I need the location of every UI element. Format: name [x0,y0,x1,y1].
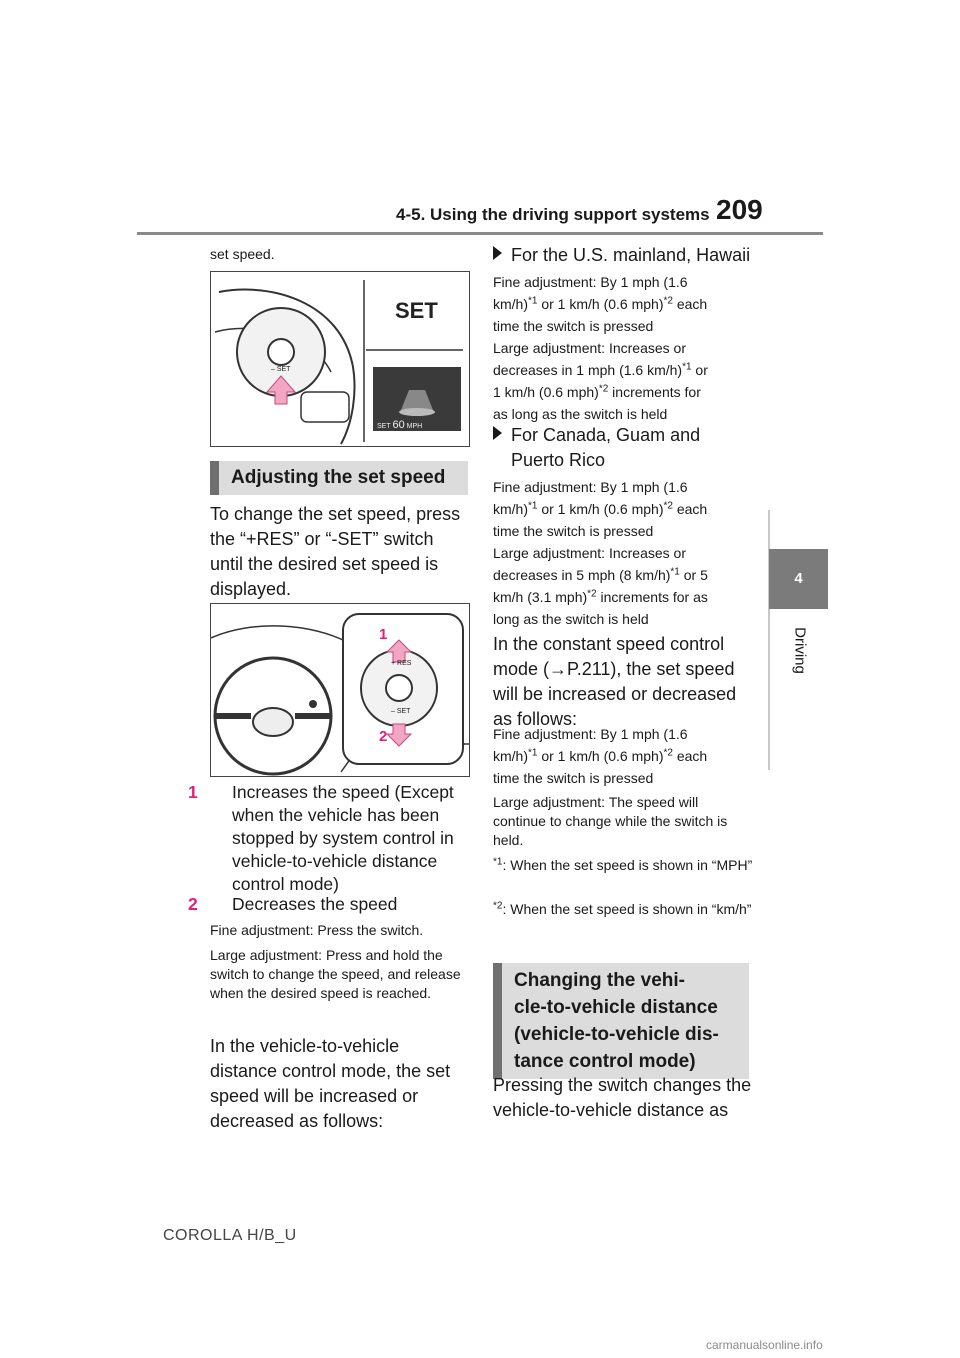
steering-wheel-figure [210,603,470,777]
canada-adjustment-text: Fine adjustment: By 1 mph (1.6 km/h)$^{*1}$ or 1 km/h (0.6 mph)$^{*2}$ each time the switch is pressed Large adjustment: Increases or decreases in 5 mph (8 km/h)$^{*1}$ or 5 km/h (3.1 mph)$^{*2}$ increments for as long as the switch is held [493,479,708,627]
speed-unit: MPH [406,423,423,430]
footnote-1: $^{*1}$: When the set speed is shown in “MPH” [493,856,753,873]
set-switch-label: – SET [391,708,411,715]
list-item [188,781,490,896]
res-switch-label: + RES [391,660,412,667]
bullet-arrow-icon [493,246,502,260]
set-switch-figure [210,271,470,447]
speed-mode-label: SET [377,423,391,430]
bullet-canada: For Canada, Guam and Puerto Rico [493,423,751,473]
callout-1: 1 [379,626,388,643]
constant-large-text: Large adjustment: The speed will continue to change while the switch is held. [493,794,728,848]
watermark: carmanualsonline.info [706,1338,823,1352]
bullet-arrow-icon [493,426,502,440]
large-adjustment-text: Large adjustment: Press and hold the switch to change the speed, and release when the desired speed is reached. [210,947,461,1001]
footnote-2: $^{*2}$: When the set speed is shown in “km/h” [493,900,752,917]
heading-adjusting: Adjusting the set speed [210,461,468,495]
bullet-us-mainland: For the U.S. mainland, Hawaii [493,243,750,268]
item-number-1: 1 [188,782,198,802]
list-item [188,893,490,916]
fine-adjustment-text: Fine adjustment: Press the switch. [210,922,424,938]
item-number-2: 2 [188,894,198,914]
adjust-paragraph: To change the set speed, press the “+RES” or “-SET” switch until the desired set speed is displayed. [210,504,461,599]
intro-text: set speed. [210,246,275,262]
display-speed-readout [377,419,422,431]
page-number: 209 [716,194,763,225]
heading-changing-distance: Changing the vehi- cle-to-vehicle distance (vehicle-to-vehicle dis- tance control mode) [493,963,749,1079]
footer-model: COROLLA H/B_U [163,1227,297,1244]
speed-value: 60 [392,419,405,431]
distance-change-paragraph: Pressing the switch changes the vehicle-to-vehicle distance as [493,1075,752,1120]
us-adjustment-text: Fine adjustment: By 1 mph (1.6 km/h)$^{*1}$ or 1 km/h (0.6 mph)$^{*2}$ each time the switch is pressed Large adjustment: Increases or decreases in 1 mph (1.6 km/h)$^{*1}$ or 1 km/h (0.6 mph)$^{*2}$ increments for as long as the switch is held [493,274,708,422]
switch-set-label: – SET [271,366,291,373]
callout-2: 2 [379,728,388,745]
constant-speed-paragraph: In the constant speed control mode (→P.211), the set speed will be increased or decreased as follows: [493,634,737,729]
distance-mode-paragraph: In the vehicle-to-vehicle distance control mode, the set speed will be increased or decreased as follows: [210,1036,451,1131]
section-title: 4-5. Using the driving support systems [396,205,710,224]
constant-fine-text: Fine adjustment: By 1 mph (1.6 km/h)$^{*1}$ or 1 km/h (0.6 mph)$^{*2}$ each time the switch is pressed [493,726,708,786]
header-rule [137,232,823,235]
item-text-2: Decreases the speed [232,894,398,914]
display-set-label: SET [395,298,438,323]
steering-wheel-illustration [211,604,469,776]
item-text-1: Increases the speed (Except when the vehicle has been stopped by system control in vehicle-to-vehicle distance control mode) [232,782,454,894]
chapter-label: Driving [791,627,809,674]
chapter-tab[interactable]: 4 [769,549,828,609]
